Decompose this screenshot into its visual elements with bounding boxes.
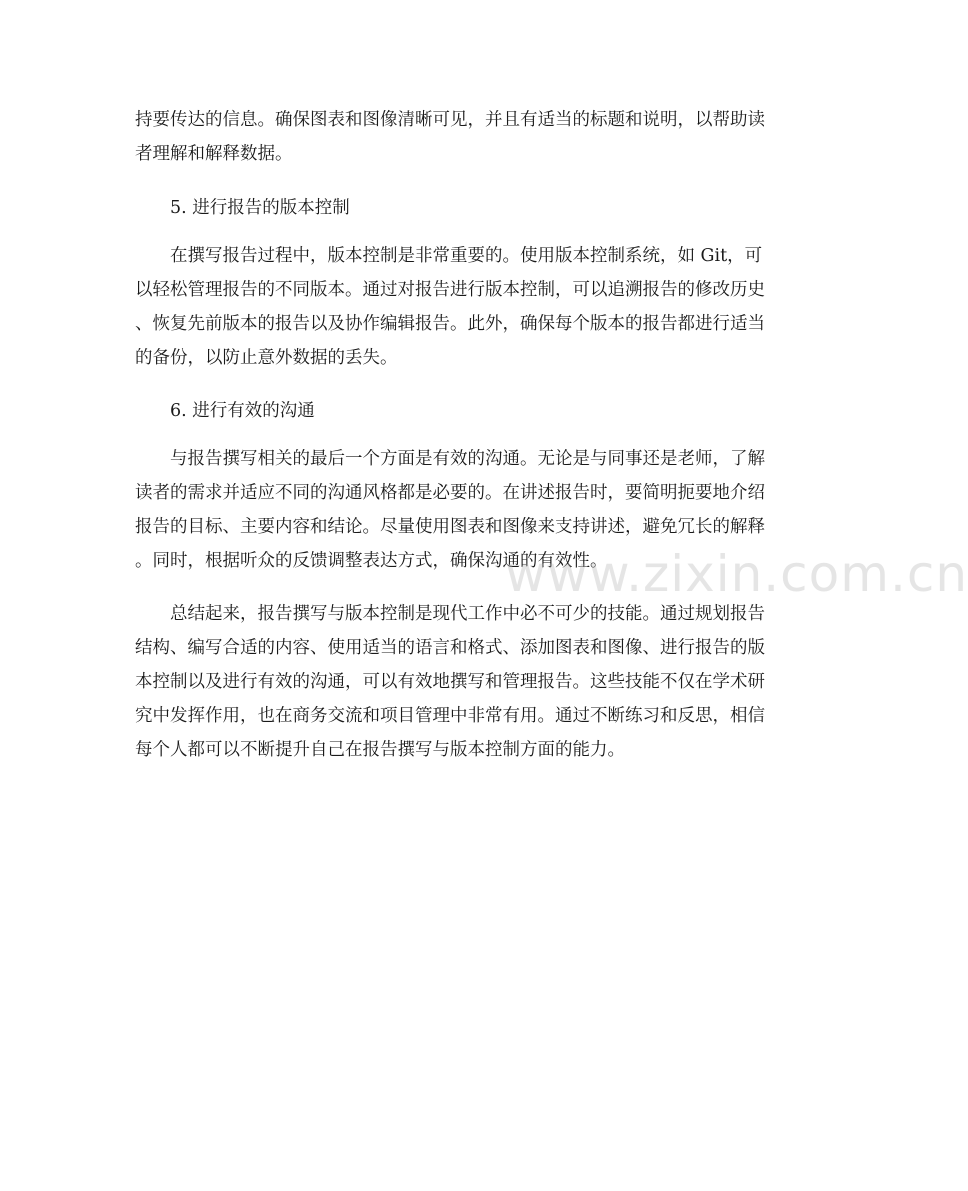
paragraph-line: 、恢复先前版本的报告以及协作编辑报告。此外，确保每个版本的报告都进行适当 — [135, 314, 765, 334]
paragraph-line: 者理解和解释数据。 — [135, 144, 293, 164]
paragraph-line: 总结起来，报告撰写与版本控制是现代工作中必不可少的技能。通过规划报告 — [170, 604, 765, 624]
paragraph-line: 与报告撰写相关的最后一个方面是有效的沟通。无论是与同事还是老师，了解 — [170, 449, 765, 469]
section-6-heading: 6. 进行有效的沟通 — [170, 401, 315, 421]
intro-continuation-paragraph — [135, 103, 790, 171]
paragraph-line: 的备份，以防止意外数据的丢失。 — [135, 348, 398, 368]
watermark-text: www.zixin.com.cn — [505, 545, 968, 603]
section-5-paragraph — [135, 239, 790, 375]
conclusion-paragraph — [135, 597, 790, 767]
paragraph-line: 本控制以及进行有效的沟通，可以有效地撰写和管理报告。这些技能不仅在学术研 — [135, 672, 765, 692]
paragraph-line: 究中发挥作用，也在商务交流和项目管理中非常有用。通过不断练习和反思，相信 — [135, 706, 765, 726]
paragraph-line: 读者的需求并适应不同的沟通风格都是必要的。在讲述报告时，要简明扼要地介绍 — [135, 483, 765, 503]
paragraph-line: 以轻松管理报告的不同版本。通过对报告进行版本控制，可以追溯报告的修改历史 — [135, 280, 765, 300]
paragraph-line: 在撰写报告过程中，版本控制是非常重要的。使用版本控制系统，如 Git，可 — [170, 246, 763, 266]
section-6-paragraph — [135, 442, 790, 578]
section-5-heading: 5. 进行报告的版本控制 — [170, 198, 350, 218]
paragraph-line: 每个人都可以不断提升自己在报告撰写与版本控制方面的能力。 — [135, 740, 625, 760]
paragraph-line: 持要传达的信息。确保图表和图像清晰可见，并且有适当的标题和说明，以帮助读 — [135, 110, 765, 130]
paragraph-line: 结构、编写合适的内容、使用适当的语言和格式、添加图表和图像、进行报告的版 — [135, 638, 765, 658]
paragraph-line: 报告的目标、主要内容和结论。尽量使用图表和图像来支持讲述，避免冗长的解释 — [135, 517, 765, 537]
paragraph-line: 。同时，根据听众的反馈调整表达方式，确保沟通的有效性。 — [135, 551, 608, 571]
